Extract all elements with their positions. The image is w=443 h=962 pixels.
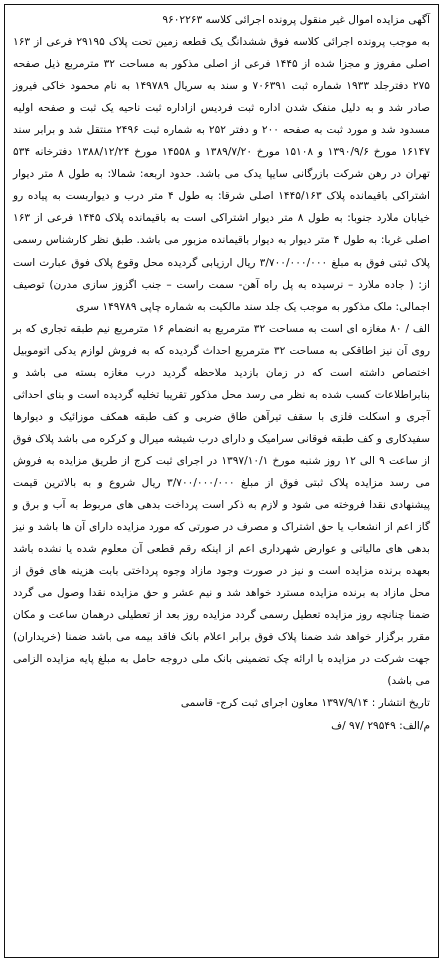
notice-paragraph-property: به موجب پرونده اجرائی کلاسه فوق ششدانگ یک قطعه زمین تحت پلاک ۲۹۱۹۵ فرعی از ۱۶۳ اصلی مفروز و مجزا شده از ۱۴۴۵ فرعی از اصلی مذکور به مساحت ۳۲ مترمربع ذیل صفحه ۲۷۵ دفترجلد ۱۹۳۳ شماره ثبت ۷۰۶۳۹۱ و سند به سریال ۱۴۹۷۸۹ به نام محمود خاکی فیروز صادر شد و به دلیل منفک شدن اداره ثبت فردیس ازاداره ثبت ناحیه یک ثبت و صفحه اولیه مسدود شد و مورد ثبت به صفحه ۲۰۰ و دفتر ۲۵۲ به شماره ثبت ۲۴۹۶ منتقل شد و برابر سند ۱۶۱۴۷ مورخ ۱۳۹۰/۹/۶ و ۱۵۱۰۸ مورخ ۱۳۸۹/۷/۲۰ و ۱۴۵۵۸ مورخ ۱۳۸۸/۱۲/۲۴ دفترخانه ۵۳۴ تهران در رهن شرکت بازرگانی سایپا یدک می باشد. حدود اربعه: شمالا: به طول ۸ متر دیوار اشتراکی باقیمانده پلاک ۱۴۴۵/۱۶۳ اصلی شرقا: به طول ۴ متر درب و دیواربست به پیاده رو خیابان ملارد جنوبا: به طول ۸ متر دیوار اشتراکی است به باقیمانده پلاک ۱۴۴۵ فرعی از ۱۶۳ اصلی غربا: به طول ۴ متر دیوار به دیوار باقیمانده مزبور می باشد. طبق نظر کارشناس رسمی پلاک ثبتی فوق به مبلغ ۳/۷۰۰/۰۰۰/۰۰۰ ریال ارزیابی گردیده محل وقوع پلاک فوق عبارت است از: ( جاده ملارد – نرسیده به پل راه آهن- سمت راست – جنب اگزوز سازی مدرن) توصیف اجمالی: ملک مذکور به موجب یک جلد سند مالکیت به شماره چاپی ۱۴۹۷۸۹ سری — [13, 36, 430, 313]
notice-paragraph-description: الف / ۸۰ مغازه ای است به مساحت ۳۲ مترمربع به انضمام ۱۶ مترمربع نیم طبقه تجاری که بر روی آن نیز اطاقکی به مساحت ۳۲ مترمربع احداث گردیده که به فروش لوازم یدکی اتوموبیل اختصاص داشته است که در زمان بازدید ملاحظه گردید درب مغازه بسته می باشد و بنابراطلاعات کسب شده به نظر می رسد محل مذکور تقریبا تخلیه گردیده است و بنای احداثی آجری و اسکلت فلزی با سقف تیرآهن طاق ضربی و کف طبقه همکف موزائیک و دیوارها سفیدکاری و کف طبقه فوقانی سرامیک و دارای درب شیشه میرال و کرکره می باشد پلاک فوق از ساعت ۹ الی ۱۲ روز شنبه مورخ ۱۳۹۷/۱۰/۱ در اجرای ثبت کرج از طریق مزایده به فروش می رسد مزایده پلاک ثبتی فوق از مبلغ ۳/۷۰۰/۰۰۰/۰۰۰ ریال شروع و به بالاترین قیمت پیشنهادی نقدا فروخته می شود و لازم به ذکر است پرداخت بدهی های مربوط به آب و برق و گاز اعم از انشعاب یا حق اشتراک و مصرف در صورتی که مورد مزایده دارای آن ها باشد و نیز بدهی های مالیاتی و عوارض شهرداری اعم از اینکه رقم قطعی آن معلوم شده یا نشده باشد بعهده برنده مزایده است و نیز در صورت وجود مازاد وجوه پرداختی بابت هزینه های فوق از محل مازاد به برنده مزایده مسترد خواهد شد و نیم عشر و حق مزایده نقدا وصول می گردد ضمنا چنانچه روز مزایده تعطیل رسمی گردد مزایده روز بعد از تعطیلی درهمان ساعت و مکان مقرر برگزار خواهد شد ضمنا پلاک فوق برابر اعلام بانک فاقد بیمه می باشد ضمنا (خریداران) جهت شرکت در مزایده با ارائه چک تضمینی بانک ملی دروجه حامل به مبلغ پایه مزایده الزامی می باشد) — [13, 322, 431, 688]
reference-number-line: م/الف: ۲۹۵۴۹ /۹۷ /ف — [331, 719, 430, 732]
auction-notice-box — [4, 4, 439, 958]
notice-title: آگهی مزایده اموال غیر منقول پرونده اجرائی کلاسه ۹۶۰۲۲۶۳ — [162, 14, 430, 26]
publish-date-line: تاریخ انتشار : ۱۳۹۷/۹/۱۴ معاون اجرای ثبت کرج- قاسمی — [180, 697, 430, 710]
